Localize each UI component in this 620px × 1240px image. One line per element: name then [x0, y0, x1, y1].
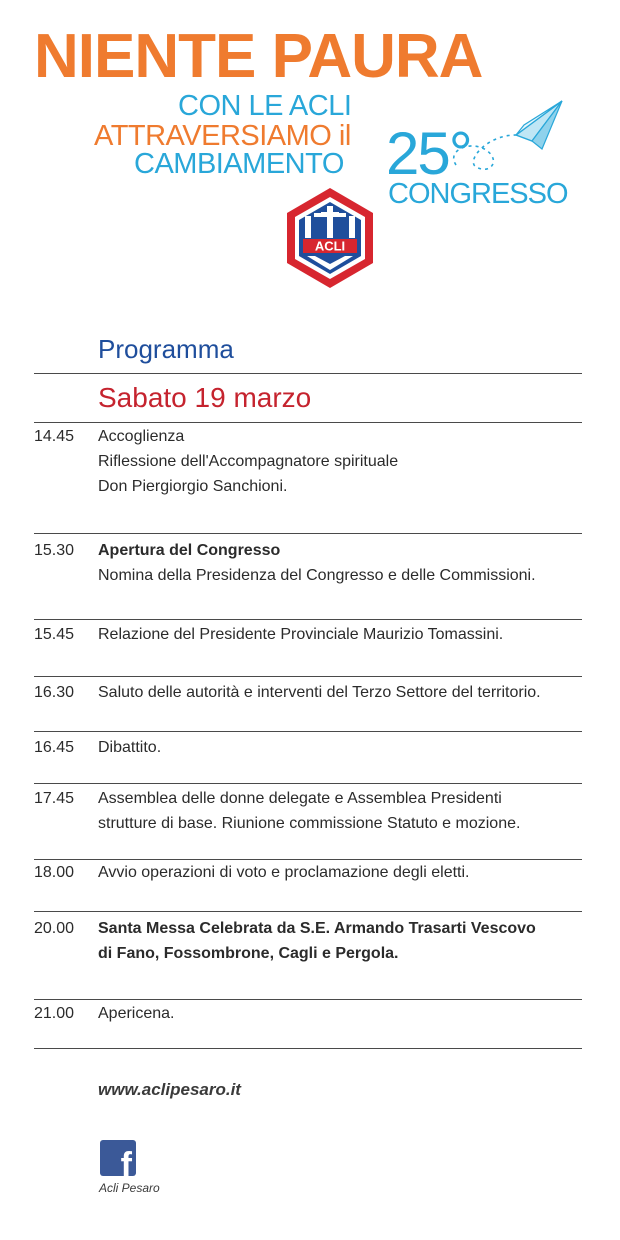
divider [34, 422, 582, 423]
headline: NIENTE PAURA [34, 22, 483, 91]
program-text: Don Piergiorgio Sanchioni. [98, 478, 288, 495]
website-link[interactable]: www.aclipesaro.it [98, 1080, 241, 1099]
program-time: 16.30 [34, 684, 75, 701]
program-text: Saluto delle autorità e interventi del Terzo Settore del territorio. [98, 684, 541, 701]
program-text: Relazione del Presidente Provinciale Maurizio Tomassini. [98, 626, 504, 643]
program-time: 21.00 [34, 1005, 75, 1022]
program-time: 18.00 [34, 864, 75, 881]
program-text: Assemblea delle donne delegate e Assemblea Presidenti [98, 790, 502, 807]
divider [34, 619, 582, 620]
logo-text: ACLI [314, 238, 346, 254]
program-text: strutture di base. Riunione commissione Statuto e mozione. [98, 815, 521, 832]
program-time: 16.45 [34, 739, 75, 756]
divider [34, 533, 582, 534]
program-text: Apericena. [98, 1005, 175, 1022]
day-title: Sabato 19 marzo [98, 382, 312, 413]
program-text: Accoglienza [98, 428, 185, 445]
paper-plane-icon [446, 95, 566, 185]
acli-logo [283, 186, 377, 290]
facebook-caption: Acli Pesaro [99, 1181, 160, 1195]
divider [34, 1048, 582, 1049]
program-text: Avvio operazioni di voto e proclamazione degli eletti. [98, 864, 470, 881]
facebook-letter: f [120, 1146, 132, 1184]
program-text: Nomina della Presidenza del Congresso e delle Commissioni. [98, 567, 536, 584]
divider [34, 373, 582, 374]
program-time: 15.45 [34, 626, 75, 643]
program-text: Riflessione dell'Accompagnatore spirituale [98, 453, 399, 470]
divider [34, 731, 582, 732]
divider [34, 999, 582, 1000]
program-time: 15.30 [34, 542, 75, 559]
program-text: Dibattito. [98, 739, 162, 756]
congress-label: CONGRESSO [388, 178, 568, 210]
program-time: 17.45 [34, 790, 75, 807]
subtitle-line-2: ATTRAVERSIAMO il [94, 120, 351, 152]
program-time: 20.00 [34, 920, 75, 937]
program-time: 14.45 [34, 428, 75, 445]
program-text: di Fano, Fossombrone, Cagli e Pergola. [98, 945, 399, 962]
program-text: Santa Messa Celebrata da S.E. Armando Trasarti Vescovo [98, 920, 536, 937]
divider [34, 783, 582, 784]
subtitle-line-3: CAMBIAMENTO [134, 148, 344, 180]
facebook-icon[interactable] [100, 1140, 136, 1184]
divider [34, 676, 582, 677]
subtitle-line-1: CON LE ACLI [178, 90, 352, 122]
congress-number: 25° [386, 120, 471, 187]
program-text: Apertura del Congresso [98, 542, 281, 559]
program-title: Programma [98, 334, 234, 364]
divider [34, 911, 582, 912]
